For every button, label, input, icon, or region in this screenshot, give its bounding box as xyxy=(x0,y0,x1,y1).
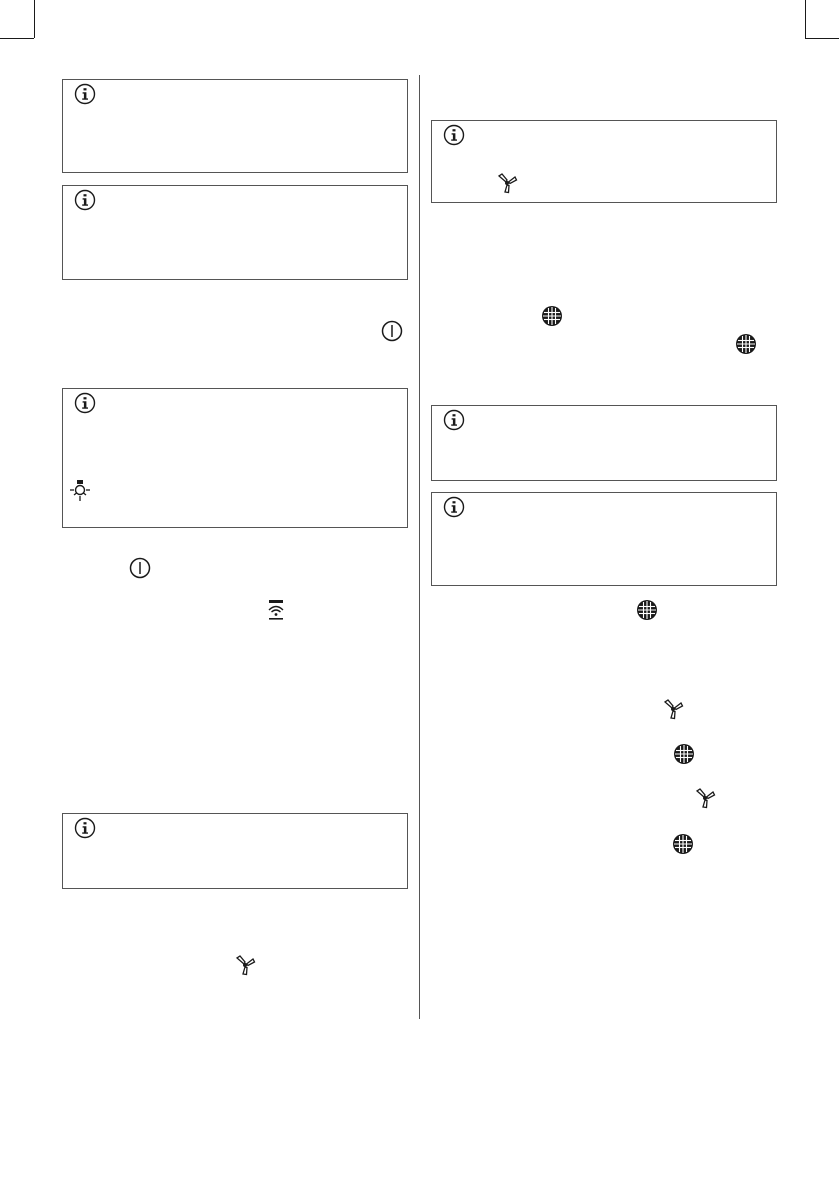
fan-icon xyxy=(496,172,518,194)
crop-mark-top-right-vertical xyxy=(805,0,806,38)
info-icon xyxy=(443,124,465,146)
fan-icon xyxy=(662,698,684,720)
power-icon xyxy=(381,320,403,342)
info-note-3 xyxy=(62,388,408,528)
info-icon xyxy=(74,189,96,211)
info-icon xyxy=(74,83,96,105)
info-icon xyxy=(443,496,465,518)
info-note-4 xyxy=(62,813,408,889)
power-icon xyxy=(129,557,151,579)
info-icon xyxy=(74,817,96,839)
fan-icon xyxy=(694,787,716,809)
hob-to-hood-icon xyxy=(265,599,287,621)
crop-mark-top-left xyxy=(0,38,34,39)
light-icon xyxy=(68,479,92,503)
grease-filter-icon xyxy=(673,743,695,765)
grease-filter-icon xyxy=(672,833,694,855)
grease-filter-icon xyxy=(541,305,563,327)
info-note-6 xyxy=(431,405,777,481)
info-note-2 xyxy=(62,185,408,280)
fan-icon xyxy=(234,954,256,976)
grease-filter-icon xyxy=(735,333,757,355)
info-note-5 xyxy=(431,120,777,203)
crop-mark-top-left-vertical xyxy=(34,0,35,38)
info-icon xyxy=(443,409,465,431)
column-divider xyxy=(419,75,420,1019)
info-note-1 xyxy=(62,79,408,173)
info-icon xyxy=(74,392,96,414)
grease-filter-icon xyxy=(636,599,658,621)
info-note-7 xyxy=(431,492,777,586)
crop-mark-top-right xyxy=(805,38,839,39)
